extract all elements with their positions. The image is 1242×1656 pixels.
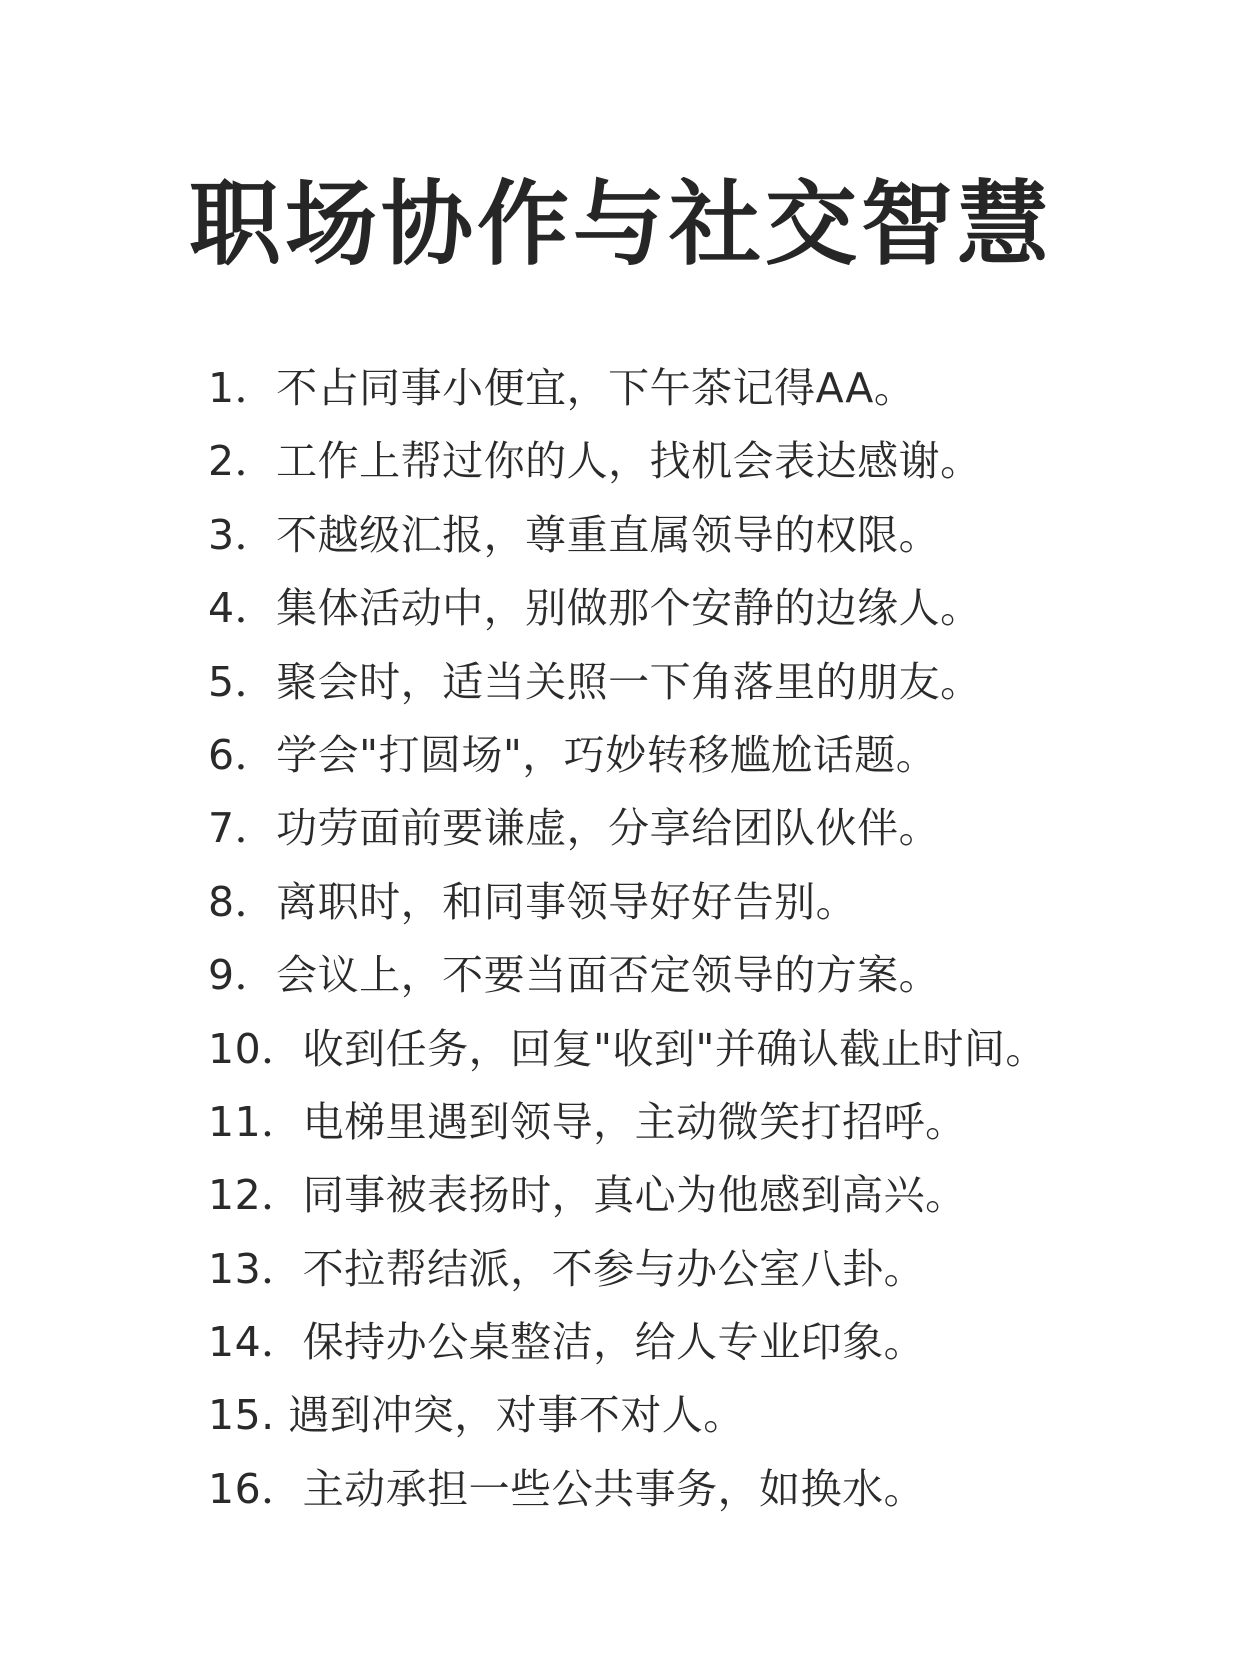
tip-item-4: 4．集体活动中，别做那个安静的边缘人。 [208,584,982,633]
tip-item-6: 6．学会"打圆场"，巧妙转移尴尬话题。 [208,730,938,779]
tip-item-11: 11．电梯里遇到领导，主动微笑打招呼。 [208,1097,967,1146]
tip-item-14: 14．保持办公桌整洁，给人专业印象。 [208,1318,926,1367]
tip-item-15: 15. 遇到冲突，对事不对人。 [208,1391,745,1440]
tip-item-9: 9．会议上，不要当面否定领导的方案。 [208,951,941,1000]
tip-item-13: 13．不拉帮结派，不参与办公室八卦。 [208,1244,926,1293]
tip-item-5: 5．聚会时，适当关照一下角落里的朋友。 [208,657,982,706]
tip-item-1: 1．不占同事小便宜，下午茶记得AA。 [208,364,916,412]
tips-list [208,352,1218,1526]
tip-item-2: 2．工作上帮过你的人，找机会表达感谢。 [208,437,982,486]
tip-item-3: 3．不越级汇报，尊重直属领导的权限。 [208,510,941,559]
page-title: 职场协作与社交智慧 [188,171,1053,278]
tip-item-8: 8．离职时，和同事领导好好告别。 [208,877,858,926]
tip-item-16: 16．主动承担一些公共事务，如换水。 [208,1464,926,1513]
tip-item-12: 12．同事被表扬时，真心为他感到高兴。 [208,1171,967,1220]
tip-item-10: 10．收到任务，回复"收到"并确认截止时间。 [208,1024,1047,1073]
tip-item-7: 7．功劳面前要谦虚，分享给团队伙伴。 [208,804,941,853]
